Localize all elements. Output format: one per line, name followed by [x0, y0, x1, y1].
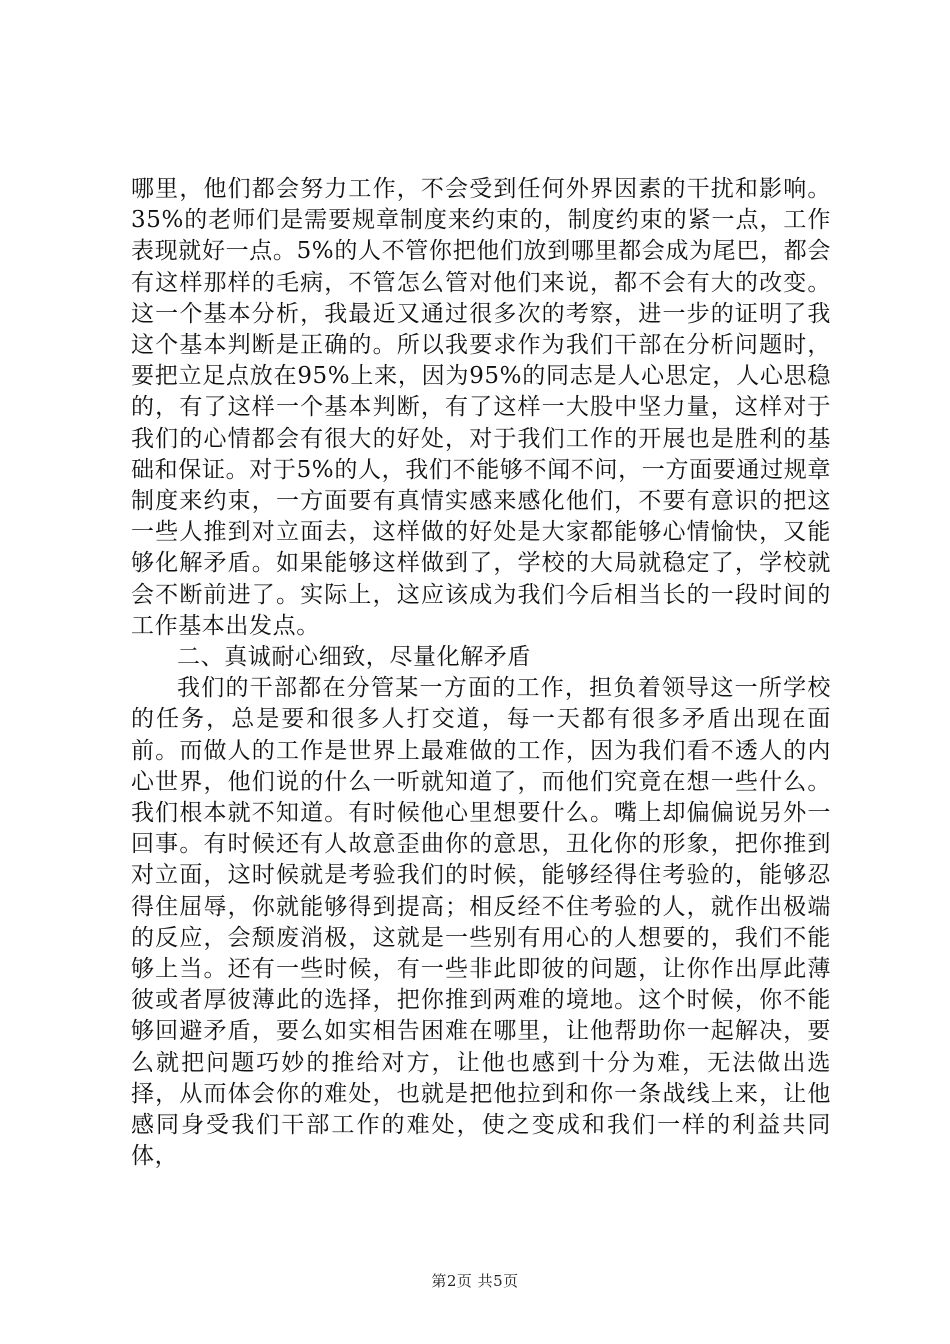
paragraph: 我们的干部都在分管某一方面的工作，担负着领导这一所学校的任务，总是要和很多人打交道，每一天都有很多矛盾出现在面前。而做人的工作是世界上最难做的工作，因为我们看不透人的内心世界，他们说的什么一听就知道了，而他们究竟在想一些什么。我们根本就不知道。有时候他心里想要什么。嘴上却偏偏说另外一回事。有时候还有人故意歪曲你的意思，丑化你的形象，把你推到对立面，这时候就是考验我们的时候，能够经得住考验的，能够忍得住屈辱，你就能够得到提高；相反经不住考验的人，就作出极端的反应，会颓废消极，这就是一些别有用心的人想要的，我们不能够上当。还有一些时候，有一些非此即彼的问题，让你作出厚此薄彼或者厚彼薄此的选择，把你推到两难的境地。这个时候，你不能够回避矛盾，要么如实相告困难在哪里，让他帮助你一起解决，要么就把问题巧妙的推给对方，让他也感到十分为难，无法做出选择，从而体会你的难处，也就是把他拉到和你一条战线上来，让他感同身受我们干部工作的难处，使之变成和我们一样的利益共同体， — [131, 675, 831, 1170]
page-footer: 第2页 共5页 — [431, 1272, 519, 1290]
document-body — [131, 174, 831, 1173]
section-heading: 二、真诚耐心细致，尽量化解矛盾 — [177, 644, 531, 671]
paragraph-continuation: 哪里，他们都会努力工作，不会受到任何外界因素的干扰和影响。35%的老师们是需要规章制度来约束的，制度约束的紧一点，工作表现就好一点。5%的人不管你把他们放到哪里都会成为尾巴，都会有这样那样的毛病，不管怎么管对他们来说，都不会有大的改变。这一个基本分析，我最近又通过很多次的考察，进一步的证明了我这个基本判断是正确的。所以我要求作为我们干部在分析问题时，要把立足点放在95%上来，因为95%的同志是人心思定，人心思稳的，有了这样一个基本判断，有了这样一大股中坚力量，这样对于我们的心情都会有很大的好处，对于我们工作的开展也是胜利的基础和保证。对于5%的人，我们不能够不闻不问，一方面要通过规章制度来约束，一方面要有真情实感来感化他们，不要有意识的把这一些人推到对立面去，这样做的好处是大家都能够心情愉快，又能够化解矛盾。如果能够这样做到了，学校的大局就稳定了，学校就会不断前进了。实际上，这应该成为我们今后相当长的一段时间的工作基本出发点。 — [131, 176, 831, 639]
